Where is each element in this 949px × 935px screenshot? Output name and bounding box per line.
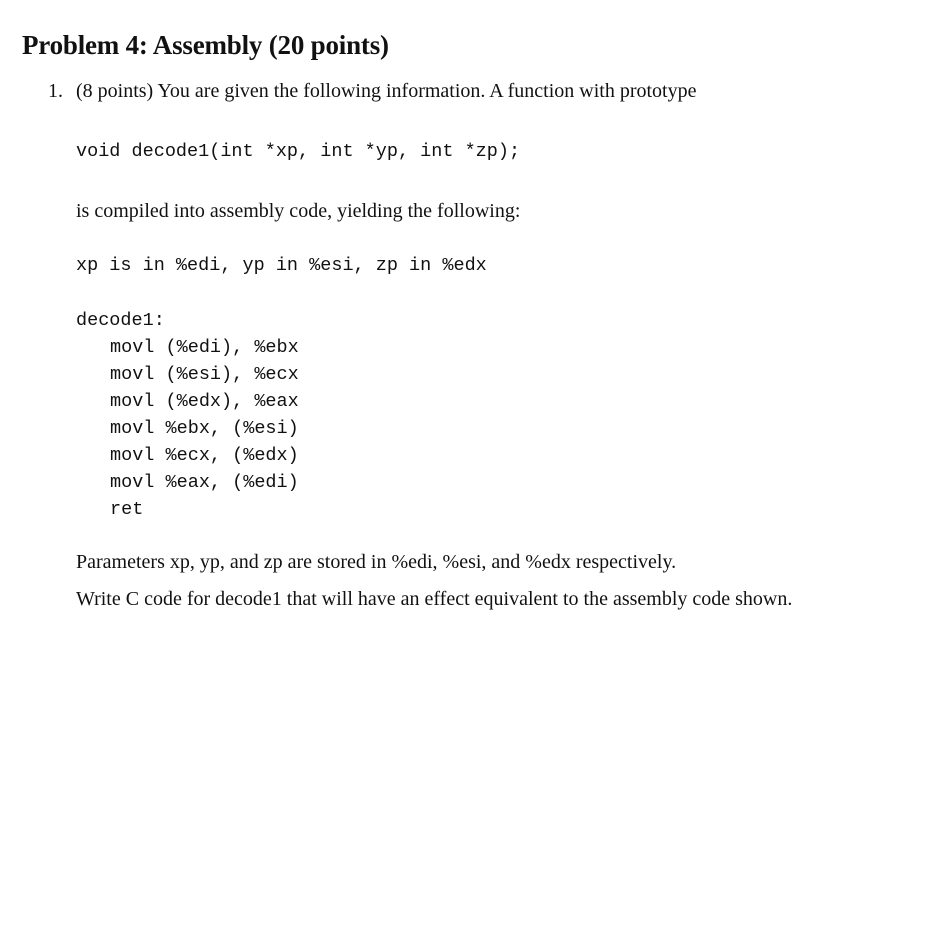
assembly-label: decode1: <box>76 310 165 331</box>
assembly-instruction: movl %eax, (%edi) <box>110 472 299 493</box>
assembly-instruction: movl %ebx, (%esi) <box>110 418 299 439</box>
assembly-instruction: movl %ecx, (%edx) <box>110 445 299 466</box>
function-prototype: void decode1(int *xp, int *yp, int *zp); <box>76 141 521 162</box>
task-text: Write C code for decode1 that will have an effect equivalent to the assembly code shown. <box>76 588 793 610</box>
compiled-text: is compiled into assembly code, yielding the following: <box>76 200 521 222</box>
assembly-instruction: movl (%edi), %ebx <box>110 337 299 358</box>
assembly-instruction: movl (%edx), %eax <box>110 391 299 412</box>
question-number: 1. <box>48 80 63 102</box>
parameters-text: Parameters xp, yp, and zp are stored in %edi, %esi, and %edx respectively. <box>76 551 677 573</box>
problem-title: Problem 4: Assembly (20 points) <box>22 30 389 60</box>
question-intro: (8 points) You are given the following information. A function with prototype <box>76 80 697 102</box>
register-note: xp is in %edi, yp in %esi, zp in %edx <box>76 255 487 276</box>
assembly-instruction: ret <box>110 499 144 520</box>
assembly-instruction: movl (%esi), %ecx <box>110 364 299 385</box>
